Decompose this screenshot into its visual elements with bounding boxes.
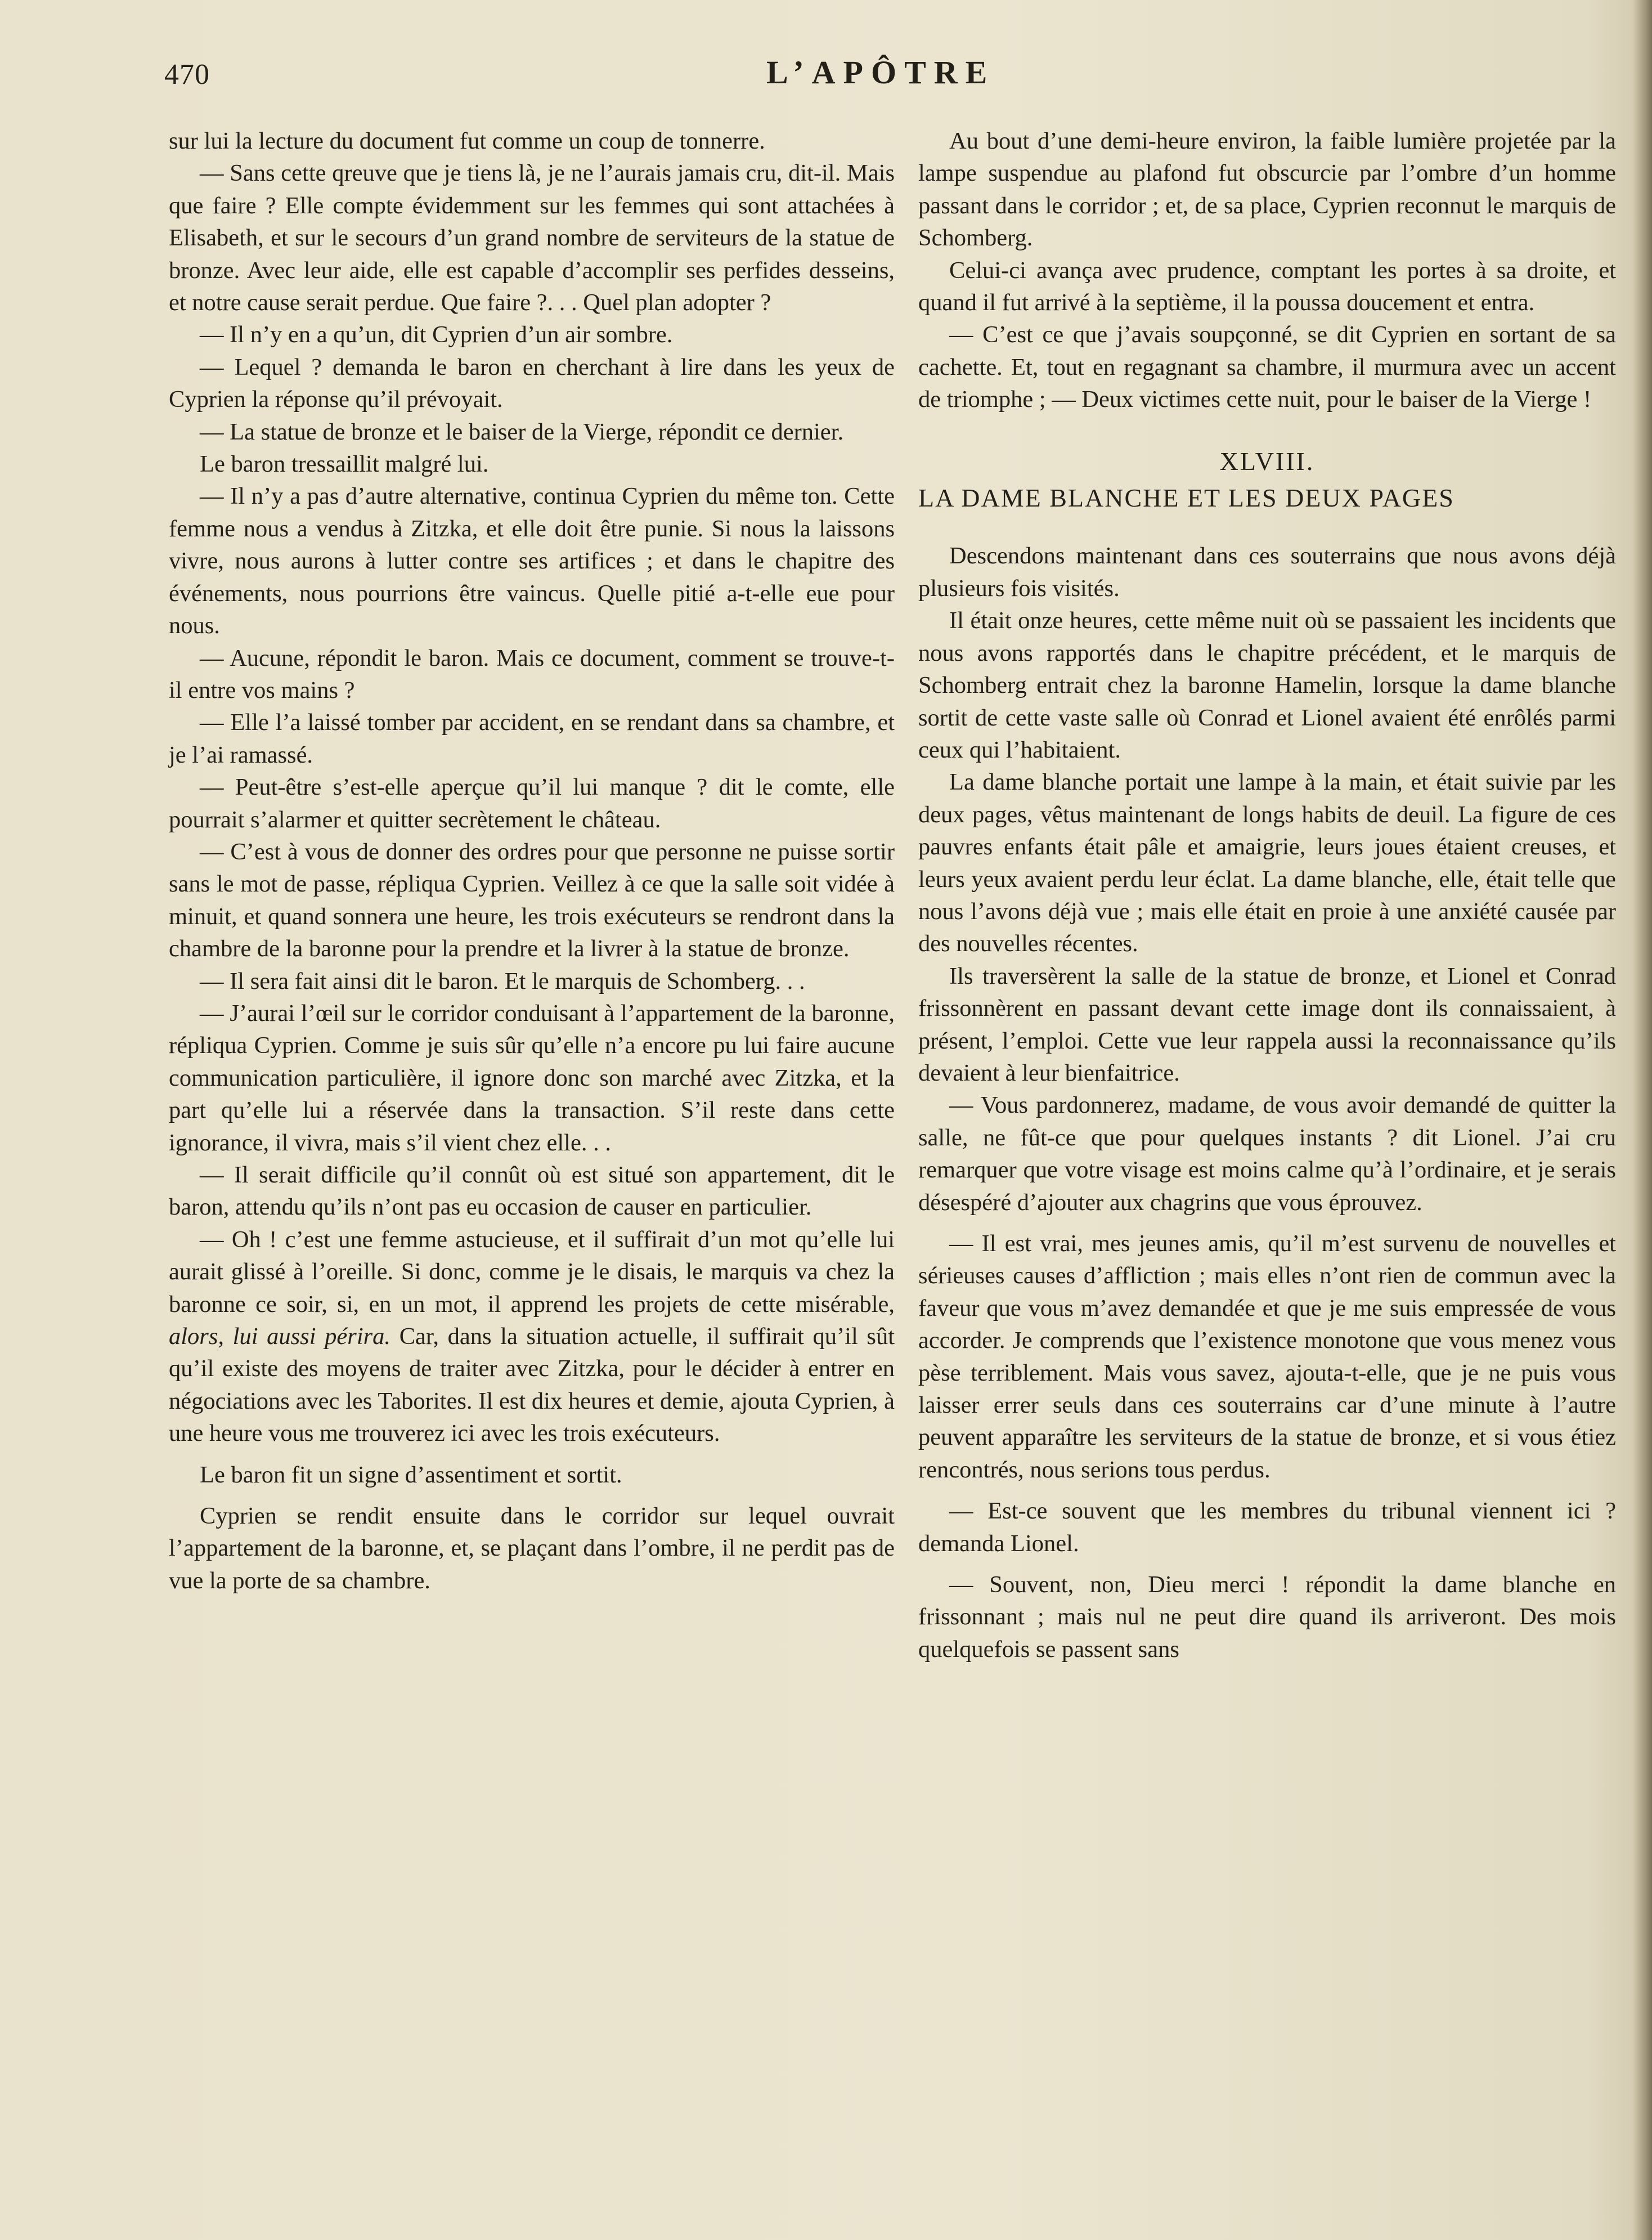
paragraph: — Souvent, non, Dieu merci ! répondit la dame blanche en frissonnant ; mais nul ne peut dire quand ils arriveront. Des mois quelquefois se passent sans — [918, 1571, 1616, 1663]
paragraph: — Aucune, répondit le baron. Mais ce document, comment se trouve-t-il entre vos mains ? — [169, 644, 895, 704]
paragraph: — J’aurai l’œil sur le corridor conduisant à l’appartement de la baronne, répliqua Cyprien. Comme je suis sûr qu’elle n’a encore pu lui faire aucune communication particulière, il ignore donc son marché avec Zitzka, et la part qu’elle lui a réservée dans la transaction. S’il reste dans cette ignorance, il vivra, mais s’il vient chez elle. . . — [169, 1000, 895, 1156]
italic-phrase: alors, lui aussi périra. — [169, 1323, 391, 1350]
paragraph: — Vous pardonnerez, madame, de vous avoir demandé de quitter la salle, ne fût-ce que pour quelques instants ? dit Lionel. J’ai cru remarquer que votre visage est moins calme qu’à l’ordinaire, et je serais désespéré d’ajouter aux chagrins que vous éprouvez. — [918, 1092, 1616, 1216]
paragraph: — Lequel ? demanda le baron en cherchant à lire dans les yeux de Cyprien la réponse qu’il prévoyait. — [169, 353, 895, 413]
paragraph: — Il serait difficile qu’il connût où est situé son appartement, dit le baron, attendu qu’ils n’ont pas eu occasion de causer en particulier. — [169, 1162, 895, 1221]
right-column — [918, 125, 1616, 1665]
paragraph: Le baron tressaillit malgré lui. — [200, 451, 489, 478]
paragraph: — Est-ce souvent que les membres du tribunal viennent ici ? demanda Lionel. — [918, 1498, 1616, 1557]
paragraph: Ils traversèrent la salle de la statue de bronze, et Lionel et Conrad frissonnèrent en passant devant cette image dont ils connaissaient, à présent, l’emploi. Cette vue leur rappela aussi la reconnaissance qu’ils devaient à leur bienfaitrice. — [918, 962, 1616, 1086]
paragraph-text: — Oh ! c’est une femme astucieuse, et il suffirait d’un mot qu’elle lui aurait glissé à l’oreille. Si donc, comme je le disais, le marquis va chez la baronne ce soir, si, en un mot, il apprend les projets de cette misérable, — [169, 1226, 895, 1318]
chapter-number: XLVIII. — [1219, 446, 1315, 476]
paragraph-text: Car, dans la situation actuelle, il suffirait qu’il sût qu’il existe des moyens de traiter avec Zitzka, pour le décider à entrer en négociations avec les Taborites. Il est dix heures et demie, ajouta Cyprien, à une heure vous me trouverez ici avec les trois exécuteurs. — [169, 1323, 895, 1447]
paragraph: Il était onze heures, cette même nuit où se passaient les incidents que nous avons rapportés dans le chapitre précédent, et le marquis de Schomberg entrait chez la baronne Hamelin, lorsque la dame blanche sortit de cette vaste salle où Conrad et Lionel avaient été enrôlés parmi ceux qui l’habitaient. — [918, 607, 1616, 763]
running-title: L’APÔTRE — [766, 54, 995, 91]
paragraph: Celui-ci avança avec prudence, comptant les portes à sa droite, et quand il fut arrivé à la septième, il la poussa doucement et entra. — [918, 257, 1616, 316]
page-number: 470 — [164, 59, 210, 91]
left-column — [169, 125, 895, 1597]
paragraph: La dame blanche portait une lampe à la main, et était suivie par les deux pages, vêtus maintenant de longs habits de deuil. La figure de ces pauvres enfants était pâle et amaigrie, leurs joues étaient creuses, et leurs yeux avaient perdu leur éclat. La dame blanche, elle, était telle que nous l’avons déjà vue ; mais elle était en proie à une anxiété causée par des nouvelles récentes. — [918, 769, 1616, 957]
paragraph: — Il n’y en a qu’un, dit Cyprien d’un air sombre. — [200, 321, 673, 348]
paragraph: — Il sera fait ainsi dit le baron. Et le marquis de Schomberg. . . — [200, 967, 805, 994]
paragraph: — Il est vrai, mes jeunes amis, qu’il m’est survenu de nouvelles et sérieuses causes d’affliction ; mais elles n’ont rien de commun avec la faveur que vous m’avez demandée et que je me suis empressée de vous accorder. Je comprends que l’existence monotone que vous menez vous pèse terriblement. Mais vous savez, ajouta-t-elle, que je ne puis vous laisser errer seuls dans ces souterrains car d’une minute à l’autre peuvent apparaître les serviteurs de la statue de bronze, et si vous étiez rencontrés, nous serions tous perdus. — [918, 1230, 1616, 1483]
paragraph: — La statue de bronze et le baiser de la Vierge, répondit ce dernier. — [200, 418, 844, 445]
page-header — [164, 53, 1616, 104]
paragraph: Au bout d’une demi-heure environ, la faible lumière projetée par la lampe suspendue au plafond fut obscurcie par l’ombre d’un homme passant dans le corridor ; et, de sa place, Cyprien reconnut le marquis de Schomberg. — [918, 128, 1616, 252]
paragraph: — Elle l’a laissé tomber par accident, en se rendant dans sa chambre, et je l’ai ramassé. — [169, 709, 895, 768]
paragraph: — Peut-être s’est-elle aperçue qu’il lui manque ? dit le comte, elle pourrait s’alarmer et quitter secrètement le château. — [169, 774, 895, 833]
paragraph: — Sans cette qreuve que je tiens là, je ne l’aurais jamais cru, dit-il. Mais que faire ? Elle compte évidemment sur les femmes qui sont attachées à Elisabeth, et sur le secours d’un grand nombre de serviteurs de la statue de bronze. Avec leur aide, elle est capable d’accomplir ses perfides desseins, et notre cause serait perdue. Que faire ?. . . Quel plan adopter ? — [169, 160, 895, 316]
page-spine-shadow — [1633, 0, 1652, 2240]
paragraph: — Il n’y a pas d’autre alternative, continua Cyprien du même ton. Cette femme nous a vendus à Zitzka, et elle doit être punie. Si nous la laissons vivre, nous aurons à lutter contre ses artifices ; et dans le chapitre des événements, nous pourrions être vaincus. Quelle pitié a-t-elle eue pour nous. — [169, 483, 895, 639]
chapter-title: LA DAME BLANCHE ET LES DEUX PAGES — [918, 483, 1455, 513]
paragraph: sur lui la lecture du document fut comme un coup de tonnerre. — [169, 128, 765, 154]
paragraph: — C’est ce que j’avais soupçonné, se dit Cyprien en sortant de sa cachette. Et, tout en regagnant sa chambre, il murmura avec un accent de triomphe ; — Deux victimes cette nuit, pour le baiser de la Vierge ! — [918, 321, 1616, 413]
paragraph: Descendons maintenant dans ces souterrains que nous avons déjà plusieurs fois visités. — [918, 543, 1616, 602]
paragraph: Le baron fit un signe d’assentiment et sortit. — [200, 1461, 622, 1488]
paragraph-with-italic — [169, 1224, 895, 1450]
paragraph: Cyprien se rendit ensuite dans le corridor sur lequel ouvrait l’appartement de la baronne, et, se plaçant dans l’ombre, il ne perdit pas de vue la porte de sa chambre. — [169, 1503, 895, 1594]
paragraph: — C’est à vous de donner des ordres pour que personne ne puisse sortir sans le mot de passe, répliqua Cyprien. Veillez à ce que la salle soit vidée à minuit, et quand sonnera une heure, les trois exécuteurs se rendront dans la chambre de la baronne pour la prendre et la livrer à la statue de bronze. — [169, 838, 895, 962]
